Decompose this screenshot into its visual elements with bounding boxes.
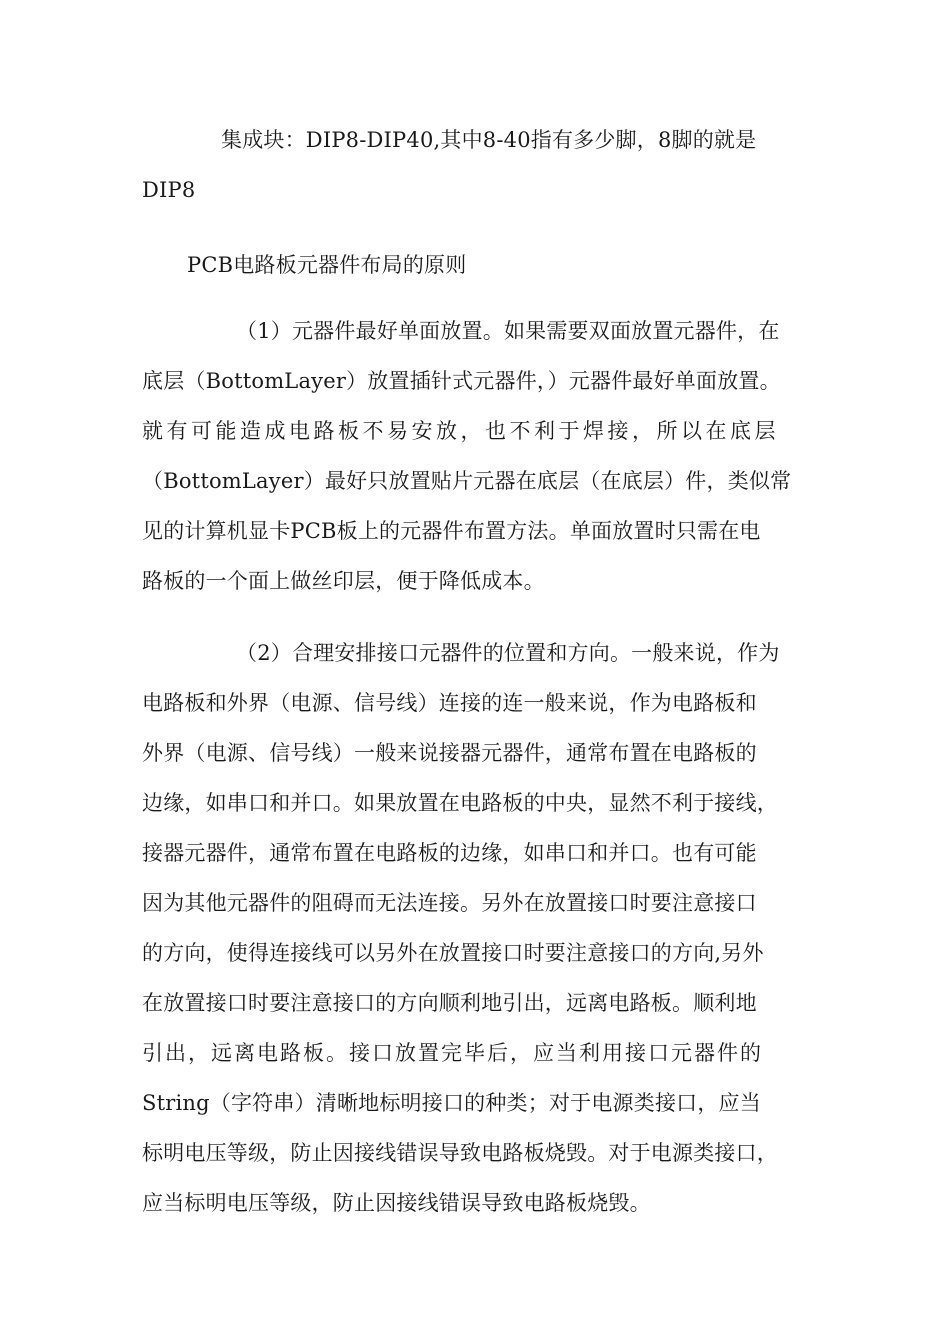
- text-line: 见的计算机显卡PCB板上的元器件布置方法。单面放置时只需在电: [142, 519, 761, 543]
- text-line: 路板的一个面上做丝印层，便于降低成本。: [142, 569, 545, 593]
- text-line: String（字符串）清晰地标明接口的种类；对于电源类接口，应当: [142, 1091, 761, 1115]
- text-line: 接器元器件，通常布置在电路板的边缘，如串口和并口。也有可能: [142, 841, 757, 865]
- text-line: 外界（电源、信号线）一般来说接器元器件，通常布置在电路板的: [142, 741, 757, 765]
- text-line: 标明电压等级，防止因接线错误导致电路板烧毁。对于电源类接口，: [142, 1141, 778, 1165]
- text-line: （1）元器件最好单面放置。如果需要双面放置元器件，在: [236, 319, 780, 343]
- text-line: 应当标明电压等级，防止因接线错误导致电路板烧毁。: [142, 1191, 651, 1215]
- text-line: 因为其他元器件的阻碍而无法连接。另外在放置接口时要注意接口: [142, 891, 757, 915]
- text-line: 电路板和外界（电源、信号线）连接的连一般来说，作为电路板和: [142, 691, 757, 715]
- text-line: 引出，远离电路板。接口放置完毕后，应当利用接口元器件的: [142, 1041, 763, 1065]
- text-line: DIP8: [142, 178, 196, 202]
- section-heading: PCB电路板元器件布局的原则: [187, 253, 467, 277]
- text-line: 边缘，如串口和并口。如果放置在电路板的中央，显然不利于接线，: [142, 791, 778, 815]
- text-line: 就有可能造成电路板不易安放，也不利于焊接，所以在底层: [142, 419, 779, 443]
- text-line: 在放置接口时要注意接口的方向顺利地引出，远离电路板。顺利地: [142, 991, 757, 1015]
- text-line: 的方向，使得连接线可以另外在放置接口时要注意接口的方向,另外: [142, 941, 764, 965]
- text-line: （BottomLayer）最好只放置贴片元器在底层（在底层）件，类似常: [142, 469, 792, 493]
- text-line: 底层（BottomLayer）放置插针式元器件，）元器件最好单面放置。: [142, 369, 781, 393]
- text-line: （2）合理安排接口元器件的位置和方向。一般来说，作为: [236, 641, 780, 665]
- text-line: 集成块：DIP8-DIP40,其中8-40指有多少脚，8脚的就是: [221, 128, 757, 152]
